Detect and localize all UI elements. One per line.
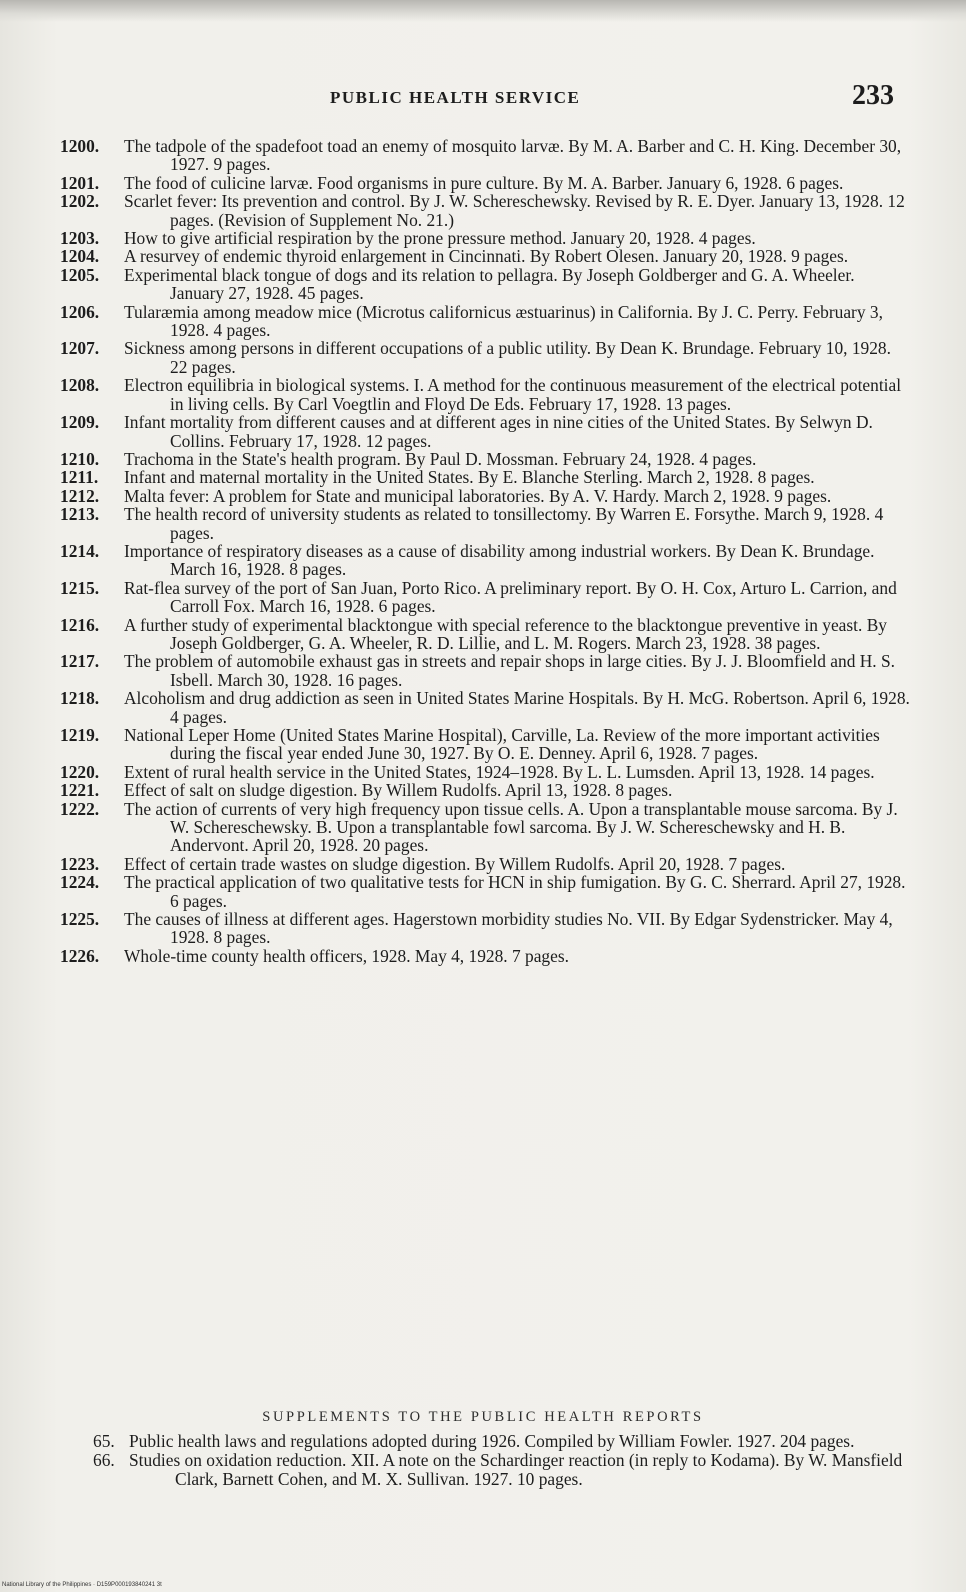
publication-list [60,137,910,965]
entry-number: 1213. [60,504,100,525]
entry-text: Scarlet fever: Its prevention and control. By J. W. Schereschewsky. Revised by R. E. Dyer. January 13, 1928. 12 pages. (Revision of Supplement No. 21.) [124,191,905,230]
entry-number: 1208. [60,375,100,396]
entry-text: National Leper Home (United States Marine Hospital), Carville, La. Review of the more important activities during the fiscal year ended June 30, 1927. By O. E. Denney. April 6, 1928. 7 pages. [124,725,880,764]
entry-number: 65. [93,1431,115,1451]
entry-text: The health record of university students as related to tonsillectomy. By Warren E. Forsythe. March 9, 1928. 4 pages. [124,504,884,543]
entry-text: The tadpole of the spadefoot toad an enemy of mosquito larvæ. By M. A. Barber and C. H. King. December 30, 1927. 9 pages. [124,136,902,175]
list-item [60,229,910,247]
entry-text: Rat-flea survey of the port of San Juan, Porto Rico. A preliminary report. By O. H. Cox, Arturo L. Carrion, and Carroll Fox. March 16, 1928. 6 pages. [124,577,897,617]
list-item [60,192,910,229]
entry-text: Alcoholism and drug addiction as seen in United States Marine Hospitals. By H. McG. Robertson. April 6, 1928. 4 pages. [124,688,910,727]
entry-text: Trachoma in the State's health program. By Paul D. Mossman. February 24, 1928. 4 pages. [124,448,757,469]
supplements-list [93,1431,915,1489]
entry-number: 1214. [60,540,100,561]
list-item [60,339,910,376]
entry-text: A resurvey of endemic thyroid enlargement in Cincinnati. By Robert Olesen. January 20, 1928. 9 pages. [124,246,849,267]
list-item [60,726,910,763]
entry-number: 1220. [60,761,100,782]
list-item [60,174,910,192]
entry-text: The causes of illness at different ages. Hagerstown morbidity studies No. VII. By Edgar Sydenstricker. May 4, 1928. 8 pages. [124,909,893,948]
entry-number: 1209. [60,412,100,433]
entry-number: 1200. [60,136,100,156]
scan-top-edge [0,0,966,22]
entry-number: 1226. [60,945,100,966]
list-item [60,689,910,726]
entry-text: The practical application of two qualitative tests for HCN in ship fumigation. By G. C. Sherrard. April 27, 1928. 6 pages. [124,872,906,911]
entry-number: 1222. [60,798,100,819]
list-item [60,266,910,303]
list-item [60,413,910,450]
list-item [60,303,910,340]
entry-number: 1224. [60,872,100,893]
list-item [60,763,910,781]
entry-number: 1212. [60,485,100,506]
entry-text: How to give artificial respiration by the prone pressure method. January 20, 1928. 4 pages. [124,228,756,249]
entry-number: 1204. [60,246,100,267]
entry-number: 1225. [60,909,100,930]
list-item [93,1431,915,1451]
list-item [60,247,910,265]
list-item [60,947,910,965]
entry-number: 1203. [60,228,100,249]
supplements-heading: SUPPLEMENTS TO THE PUBLIC HEALTH REPORTS [262,1409,704,1425]
list-item [93,1450,915,1489]
entry-number: 1216. [60,614,100,635]
entry-text: Experimental black tongue of dogs and its relation to pellagra. By Joseph Goldberger and G. A. Wheeler. January 27, 1928. 45 pages. [124,264,855,304]
entry-text: The action of currents of very high frequency upon tissue cells. A. Upon a transplantable mouse sarcoma. By J. W. Schereschewsky. B. Upon a transplantable fowl sarcoma. By J. W. Schereschewsky and H. B. Andervont. April 20, 1928. 20 pages. [124,798,898,856]
entry-number: 1215. [60,577,100,598]
scan-footer: National Library of the Philippines · D159P000193840241 3t [2,1582,162,1588]
entry-text: Infant and maternal mortality in the United States. By E. Blanche Sterling. March 2, 1928. 8 pages. [124,467,815,488]
entry-text: Sickness among persons in different occupations of a public utility. By Dean K. Brundage. February 10, 1928. 22 pages. [124,338,891,377]
entry-number: 1201. [60,172,100,193]
list-item [60,781,910,799]
list-item [60,579,910,616]
list-item [60,137,910,174]
entry-number: 1205. [60,264,100,285]
entry-number: 1221. [60,780,100,801]
entry-text: Electron equilibria in biological systems. I. A method for the continuous measurement of the electrical potential in living cells. By Carl Voegtlin and Floyd De Eds. February 17, 1928. 13 pages. [124,375,902,414]
page-header [0,80,966,114]
entry-text: Infant mortality from different causes and at different ages in nine cities of the United States. By Selwyn D. Collins. February 17, 1928. 12 pages. [124,412,873,451]
entry-text: Extent of rural health service in the United States, 1924–1928. By L. L. Lumsden. April 13, 1928. 14 pages. [124,761,875,782]
entry-text: A further study of experimental blacktongue with special reference to the blacktongue preventive in yeast. By Joseph Goldberger, G. A. Wheeler, R. D. Lillie, and L. M. Rogers. March 23, 1928. 38 pages. [124,614,887,653]
list-item [60,800,910,855]
list-item [60,487,910,505]
entry-text: The food of culicine larvæ. Food organisms in pure culture. By M. A. Barber. January 6, 1928. 6 pages. [124,172,844,193]
entry-number: 1210. [60,448,100,469]
entry-text: Malta fever: A problem for State and municipal laboratories. By A. V. Hardy. March 2, 1928. 9 pages. [124,485,832,506]
entry-text: Public health laws and regulations adopted during 1926. Compiled by William Fowler. 1927. 204 pages. [129,1431,855,1451]
entry-number: 1206. [60,301,100,322]
entry-number: 1219. [60,725,100,745]
entry-number: 1207. [60,338,100,359]
list-item [60,873,910,910]
list-item [60,376,910,413]
entry-number: 1223. [60,853,100,874]
entry-text: Effect of salt on sludge digestion. By Willem Rudolfs. April 13, 1928. 8 pages. [124,780,673,801]
list-item [60,652,910,689]
entry-text: The problem of automobile exhaust gas in streets and repair shops in large cities. By J. J. Bloomfield and H. S. Isbell. March 30, 1928. 16 pages. [124,651,896,690]
entry-text: Importance of respiratory diseases as a cause of disability among industrial workers. By Dean K. Brundage. March 16, 1928. 8 pages. [124,540,875,580]
list-item [60,505,910,542]
page-number: 233 [852,80,894,111]
entry-number: 66. [93,1450,115,1470]
entry-text: Effect of certain trade wastes on sludge digestion. By Willem Rudolfs. April 20, 1928. 7 pages. [124,853,786,874]
entry-number: 1217. [60,651,100,672]
entry-text: Whole-time county health officers, 1928. May 4, 1928. 7 pages. [124,945,569,966]
entry-text: Tularæmia among meadow mice (Microtus californicus æstuarinus) in California. By J. C. Perry. February 3, 1928. 4 pages. [124,301,883,341]
list-item [60,910,910,947]
entry-number: 1218. [60,688,100,709]
list-item [60,542,910,579]
entry-number: 1202. [60,191,100,212]
list-item [60,855,910,873]
list-item [60,468,910,486]
running-head: PUBLIC HEALTH SERVICE [330,88,581,107]
entry-number: 1211. [60,467,99,488]
list-item [60,616,910,653]
entry-text: Studies on oxidation reduction. XII. A note on the Schardinger reaction (in reply to Kodama). By W. Mansfield Clark, Barnett Cohen, and M. X. Sullivan. 1927. 10 pages. [129,1450,903,1489]
list-item [60,450,910,468]
